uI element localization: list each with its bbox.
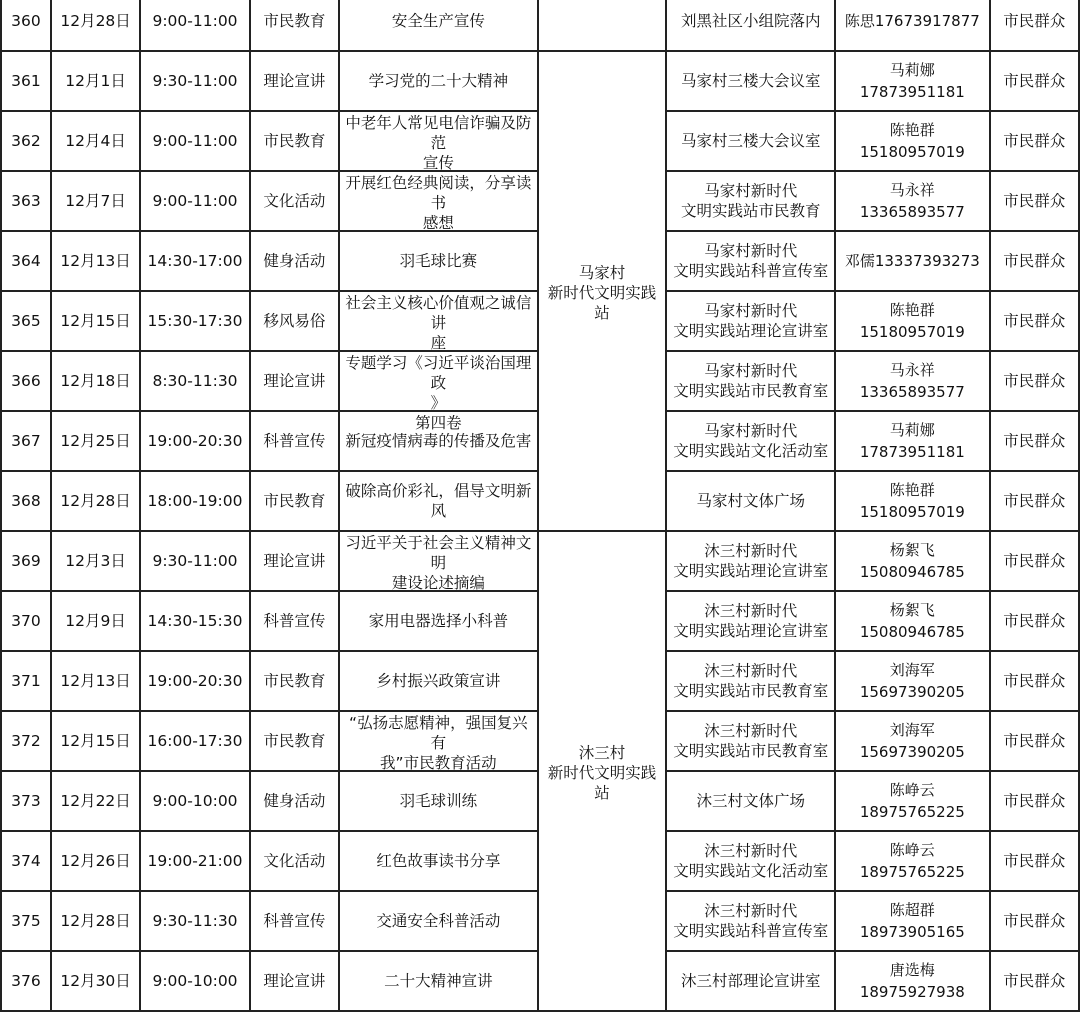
location-cell-line: 文明实践站科普宣传室 xyxy=(673,262,829,280)
audience-cell: 市民群众 xyxy=(990,831,1079,891)
date-cell: 12月26日 xyxy=(51,831,140,891)
activity-content-cell xyxy=(339,51,537,111)
activity-type-cell: 文化活动 xyxy=(250,171,339,231)
audience-cell: 市民群众 xyxy=(990,351,1079,411)
location-cell xyxy=(666,0,835,51)
station-cell xyxy=(538,51,667,531)
audience-cell: 市民群众 xyxy=(990,111,1079,171)
activity-type-cell: 市民教育 xyxy=(250,111,339,171)
station-cell xyxy=(538,531,667,1011)
time-cell: 9:30-11:00 xyxy=(140,531,249,591)
activity-type-cell: 市民教育 xyxy=(250,0,339,51)
row-number: 366 xyxy=(1,351,51,411)
location-cell-line: 文明实践站理论宣讲室 xyxy=(673,562,829,580)
row-number: 373 xyxy=(1,771,51,831)
row-number: 365 xyxy=(1,291,51,351)
location-cell xyxy=(666,651,835,711)
activity-content-cell-line: 建设论述摘编 xyxy=(391,574,485,592)
activity-type-cell: 理论宣讲 xyxy=(250,351,339,411)
time-cell: 19:00-20:30 xyxy=(140,411,249,471)
activity-content-cell-line: 羽毛球训练 xyxy=(399,792,478,810)
contact-cell: 杨絮飞15080946785 xyxy=(835,591,990,651)
activity-content-cell xyxy=(339,291,537,351)
location-cell-line: 马家村新时代 xyxy=(704,182,798,200)
activity-content-cell-line: 宣传 xyxy=(422,154,454,172)
activity-content-cell xyxy=(339,531,537,591)
time-cell: 9:00-11:00 xyxy=(140,171,249,231)
time-cell: 9:00-11:00 xyxy=(140,111,249,171)
station-cell-line: 沐三村 xyxy=(578,744,626,762)
location-cell-line: 马家村文体广场 xyxy=(696,492,805,510)
location-cell-line: 马家村新时代 xyxy=(704,422,798,440)
contact-cell: 马莉娜17873951181 xyxy=(835,51,990,111)
location-cell-line: 马家村三楼大会议室 xyxy=(680,132,821,150)
time-cell: 9:30-11:00 xyxy=(140,51,249,111)
contact-cell: 刘海军15697390205 xyxy=(835,711,990,771)
location-cell xyxy=(666,351,835,411)
location-cell-line: 文明实践站市民教育室 xyxy=(673,742,829,760)
date-cell: 12月25日 xyxy=(51,411,140,471)
activity-content-cell xyxy=(339,111,537,171)
activity-content-cell xyxy=(339,591,537,651)
location-cell xyxy=(666,831,835,891)
contact-cell: 杨絮飞15080946785 xyxy=(835,531,990,591)
audience-cell: 市民群众 xyxy=(990,771,1079,831)
location-cell xyxy=(666,231,835,291)
time-cell: 19:00-21:00 xyxy=(140,831,249,891)
row-number: 367 xyxy=(1,411,51,471)
activity-type-cell: 市民教育 xyxy=(250,651,339,711)
audience-cell: 市民群众 xyxy=(990,0,1079,51)
date-cell: 12月15日 xyxy=(51,711,140,771)
location-cell-line: 沐三村新时代 xyxy=(704,602,798,620)
station-cell-line: 新时代文明实践站 xyxy=(547,284,657,322)
row-number: 368 xyxy=(1,471,51,531)
activity-content-cell-line: 学习党的二十大精神 xyxy=(368,72,509,90)
activity-content-cell-line: 第四卷 xyxy=(415,414,462,432)
location-cell-line: 沐三村新时代 xyxy=(704,842,798,860)
date-cell: 12月1日 xyxy=(51,51,140,111)
location-cell-line: 沐三村新时代 xyxy=(704,542,798,560)
row-number: 370 xyxy=(1,591,51,651)
activity-content-cell xyxy=(339,171,537,231)
time-cell: 18:00-19:00 xyxy=(140,471,249,531)
date-cell: 12月4日 xyxy=(51,111,140,171)
location-cell-line: 沐三村部理论宣讲室 xyxy=(680,972,821,990)
station-cell-line: 新时代文明实践站 xyxy=(547,764,657,802)
location-cell-line: 文明实践站市民教育室 xyxy=(673,682,829,700)
activity-type-cell: 移风易俗 xyxy=(250,291,339,351)
activity-content-cell xyxy=(339,471,537,531)
activity-type-cell: 科普宣传 xyxy=(250,891,339,951)
activity-content-cell-line: 》 xyxy=(430,394,447,412)
activity-content-cell xyxy=(339,711,537,771)
location-cell xyxy=(666,471,835,531)
activity-content-cell xyxy=(339,771,537,831)
contact-cell: 陈艳群15180957019 xyxy=(835,291,990,351)
activity-content-cell-line: “弘扬志愿精神，强国复兴有 xyxy=(349,714,528,752)
row-number: 362 xyxy=(1,111,51,171)
audience-cell: 市民群众 xyxy=(990,531,1079,591)
audience-cell: 市民群众 xyxy=(990,471,1079,531)
activity-content-cell xyxy=(339,951,537,1011)
date-cell: 12月28日 xyxy=(51,0,140,51)
activity-content-cell xyxy=(339,231,537,291)
location-cell-line: 刘黑社区小组院落内 xyxy=(680,12,821,30)
activity-content-cell-line: 习近平关于社会主义精神文明 xyxy=(345,534,532,572)
activity-content-cell-line: 开展红色经典阅读，分享读书 xyxy=(345,174,532,212)
audience-cell: 市民群众 xyxy=(990,591,1079,651)
location-cell xyxy=(666,771,835,831)
activity-content-cell-line: 安全生产宣传 xyxy=(391,12,485,30)
time-cell: 16:00-17:30 xyxy=(140,711,249,771)
activity-content-cell-line: 乡村振兴政策宣讲 xyxy=(376,672,501,690)
activity-content-cell-line: 专题学习《习近平谈治国理政 xyxy=(345,354,532,392)
time-cell: 9:30-11:30 xyxy=(140,891,249,951)
contact-cell: 陈艳群15180957019 xyxy=(835,111,990,171)
time-cell: 14:30-17:00 xyxy=(140,231,249,291)
activity-content-cell xyxy=(339,351,537,432)
location-cell-line: 沐三村新时代 xyxy=(704,902,798,920)
location-cell xyxy=(666,291,835,351)
time-cell: 14:30-15:30 xyxy=(140,591,249,651)
contact-cell: 陈峥云18975765225 xyxy=(835,771,990,831)
activity-content-cell-line: 座 xyxy=(430,334,447,352)
contact-cell: 邓儒13337393273 xyxy=(835,231,990,291)
date-cell: 12月9日 xyxy=(51,591,140,651)
row-number: 360 xyxy=(1,0,51,51)
activity-type-cell: 健身活动 xyxy=(250,231,339,291)
activity-content-cell xyxy=(339,831,537,891)
audience-cell: 市民群众 xyxy=(990,411,1079,471)
location-cell-line: 马家村新时代 xyxy=(704,362,798,380)
location-cell xyxy=(666,951,835,1011)
activity-type-cell: 理论宣讲 xyxy=(250,951,339,1011)
location-cell xyxy=(666,111,835,171)
audience-cell: 市民群众 xyxy=(990,231,1079,291)
activity-type-cell: 市民教育 xyxy=(250,471,339,531)
row-number: 364 xyxy=(1,231,51,291)
location-cell xyxy=(666,591,835,651)
time-cell: 15:30-17:30 xyxy=(140,291,249,351)
contact-cell: 刘海军15697390205 xyxy=(835,651,990,711)
audience-cell: 市民群众 xyxy=(990,891,1079,951)
location-cell-line: 文明实践站科普宣传室 xyxy=(673,922,829,940)
table-row xyxy=(1,531,1079,591)
date-cell: 12月28日 xyxy=(51,471,140,531)
location-cell-line: 文明实践站市民教育室 xyxy=(673,382,829,400)
time-cell: 9:00-11:00 xyxy=(140,0,249,51)
location-cell-line: 沐三村文体广场 xyxy=(696,792,805,810)
activity-content-cell xyxy=(339,891,537,951)
row-number: 375 xyxy=(1,891,51,951)
activity-content-cell-line: 社会主义核心价值观之诚信讲 xyxy=(345,294,532,332)
location-cell xyxy=(666,51,835,111)
contact-cell: 马莉娜17873951181 xyxy=(835,411,990,471)
activity-content-cell-line: 感想 xyxy=(422,214,454,232)
row-number: 361 xyxy=(1,51,51,111)
activity-content-cell-line: 交通安全科普活动 xyxy=(376,912,501,930)
location-cell xyxy=(666,531,835,591)
audience-cell: 市民群众 xyxy=(990,951,1079,1011)
activity-content-cell-line: 破除高价彩礼，倡导文明新风 xyxy=(345,482,532,520)
activity-content-cell-line: 新冠疫情病毒的传播及危害 xyxy=(345,432,532,450)
date-cell: 12月18日 xyxy=(51,351,140,411)
activity-content-cell-line: 我”市民教育活动 xyxy=(380,754,497,772)
row-number: 363 xyxy=(1,171,51,231)
location-cell xyxy=(666,171,835,231)
contact-cell: 陈超群18973905165 xyxy=(835,891,990,951)
activity-type-cell: 文化活动 xyxy=(250,831,339,891)
location-cell xyxy=(666,411,835,471)
date-cell: 12月15日 xyxy=(51,291,140,351)
row-number: 376 xyxy=(1,951,51,1011)
activity-content-cell-line: 家用电器选择小科普 xyxy=(368,612,509,630)
location-cell-line: 马家村新时代 xyxy=(704,302,798,320)
location-cell xyxy=(666,891,835,951)
row-number: 371 xyxy=(1,651,51,711)
row-number: 374 xyxy=(1,831,51,891)
date-cell: 12月30日 xyxy=(51,951,140,1011)
date-cell: 12月28日 xyxy=(51,891,140,951)
time-cell: 8:30-11:30 xyxy=(140,351,249,411)
date-cell: 12月13日 xyxy=(51,231,140,291)
location-cell-line: 文明实践站市民教育 xyxy=(680,202,821,220)
activity-content-cell-line: 羽毛球比赛 xyxy=(399,252,478,270)
activity-content-cell-line: 中老年人常见电信诈骗及防范 xyxy=(345,114,532,152)
activity-content-cell-line: 二十大精神宣讲 xyxy=(384,972,493,990)
date-cell: 12月22日 xyxy=(51,771,140,831)
audience-cell: 市民群众 xyxy=(990,51,1079,111)
activity-type-cell: 健身活动 xyxy=(250,771,339,831)
activity-content-cell xyxy=(339,651,537,711)
location-cell-line: 文明实践站文化活动室 xyxy=(673,442,829,460)
row-number: 372 xyxy=(1,711,51,771)
location-cell-line: 马家村新时代 xyxy=(704,242,798,260)
date-cell: 12月13日 xyxy=(51,651,140,711)
table-body xyxy=(1,0,1079,1011)
audience-cell: 市民群众 xyxy=(990,651,1079,711)
time-cell: 19:00-20:30 xyxy=(140,651,249,711)
audience-cell: 市民群众 xyxy=(990,711,1079,771)
table-row xyxy=(1,0,1079,51)
activity-type-cell: 理论宣讲 xyxy=(250,531,339,591)
time-cell: 9:00-10:00 xyxy=(140,951,249,1011)
station-cell-line: 马家村 xyxy=(578,264,626,282)
location-cell xyxy=(666,711,835,771)
activity-content-cell-line: 红色故事读书分享 xyxy=(376,852,501,870)
location-cell-line: 马家村三楼大会议室 xyxy=(680,72,821,90)
location-cell-line: 沐三村新时代 xyxy=(704,662,798,680)
location-cell-line: 文明实践站文化活动室 xyxy=(673,862,829,880)
contact-cell: 马永祥13365893577 xyxy=(835,351,990,411)
location-cell-line: 文明实践站理论宣讲室 xyxy=(673,322,829,340)
date-cell: 12月7日 xyxy=(51,171,140,231)
location-cell-line: 文明实践站理论宣讲室 xyxy=(673,622,829,640)
station-cell xyxy=(538,0,667,51)
contact-cell: 陈艳群15180957019 xyxy=(835,471,990,531)
audience-cell: 市民群众 xyxy=(990,171,1079,231)
contact-cell: 唐选梅18975927938 xyxy=(835,951,990,1011)
location-cell-line: 沐三村新时代 xyxy=(704,722,798,740)
time-cell: 9:00-10:00 xyxy=(140,771,249,831)
date-cell: 12月3日 xyxy=(51,531,140,591)
row-number: 369 xyxy=(1,531,51,591)
activity-type-cell: 理论宣讲 xyxy=(250,51,339,111)
activity-type-cell: 科普宣传 xyxy=(250,591,339,651)
activity-type-cell: 市民教育 xyxy=(250,711,339,771)
contact-cell: 马永祥13365893577 xyxy=(835,171,990,231)
table-row xyxy=(1,51,1079,111)
contact-cell: 陈峥云18975765225 xyxy=(835,831,990,891)
activity-content-cell xyxy=(339,0,537,51)
audience-cell: 市民群众 xyxy=(990,291,1079,351)
activity-type-cell: 科普宣传 xyxy=(250,411,339,471)
contact-cell: 陈思17673917877 xyxy=(835,0,990,51)
